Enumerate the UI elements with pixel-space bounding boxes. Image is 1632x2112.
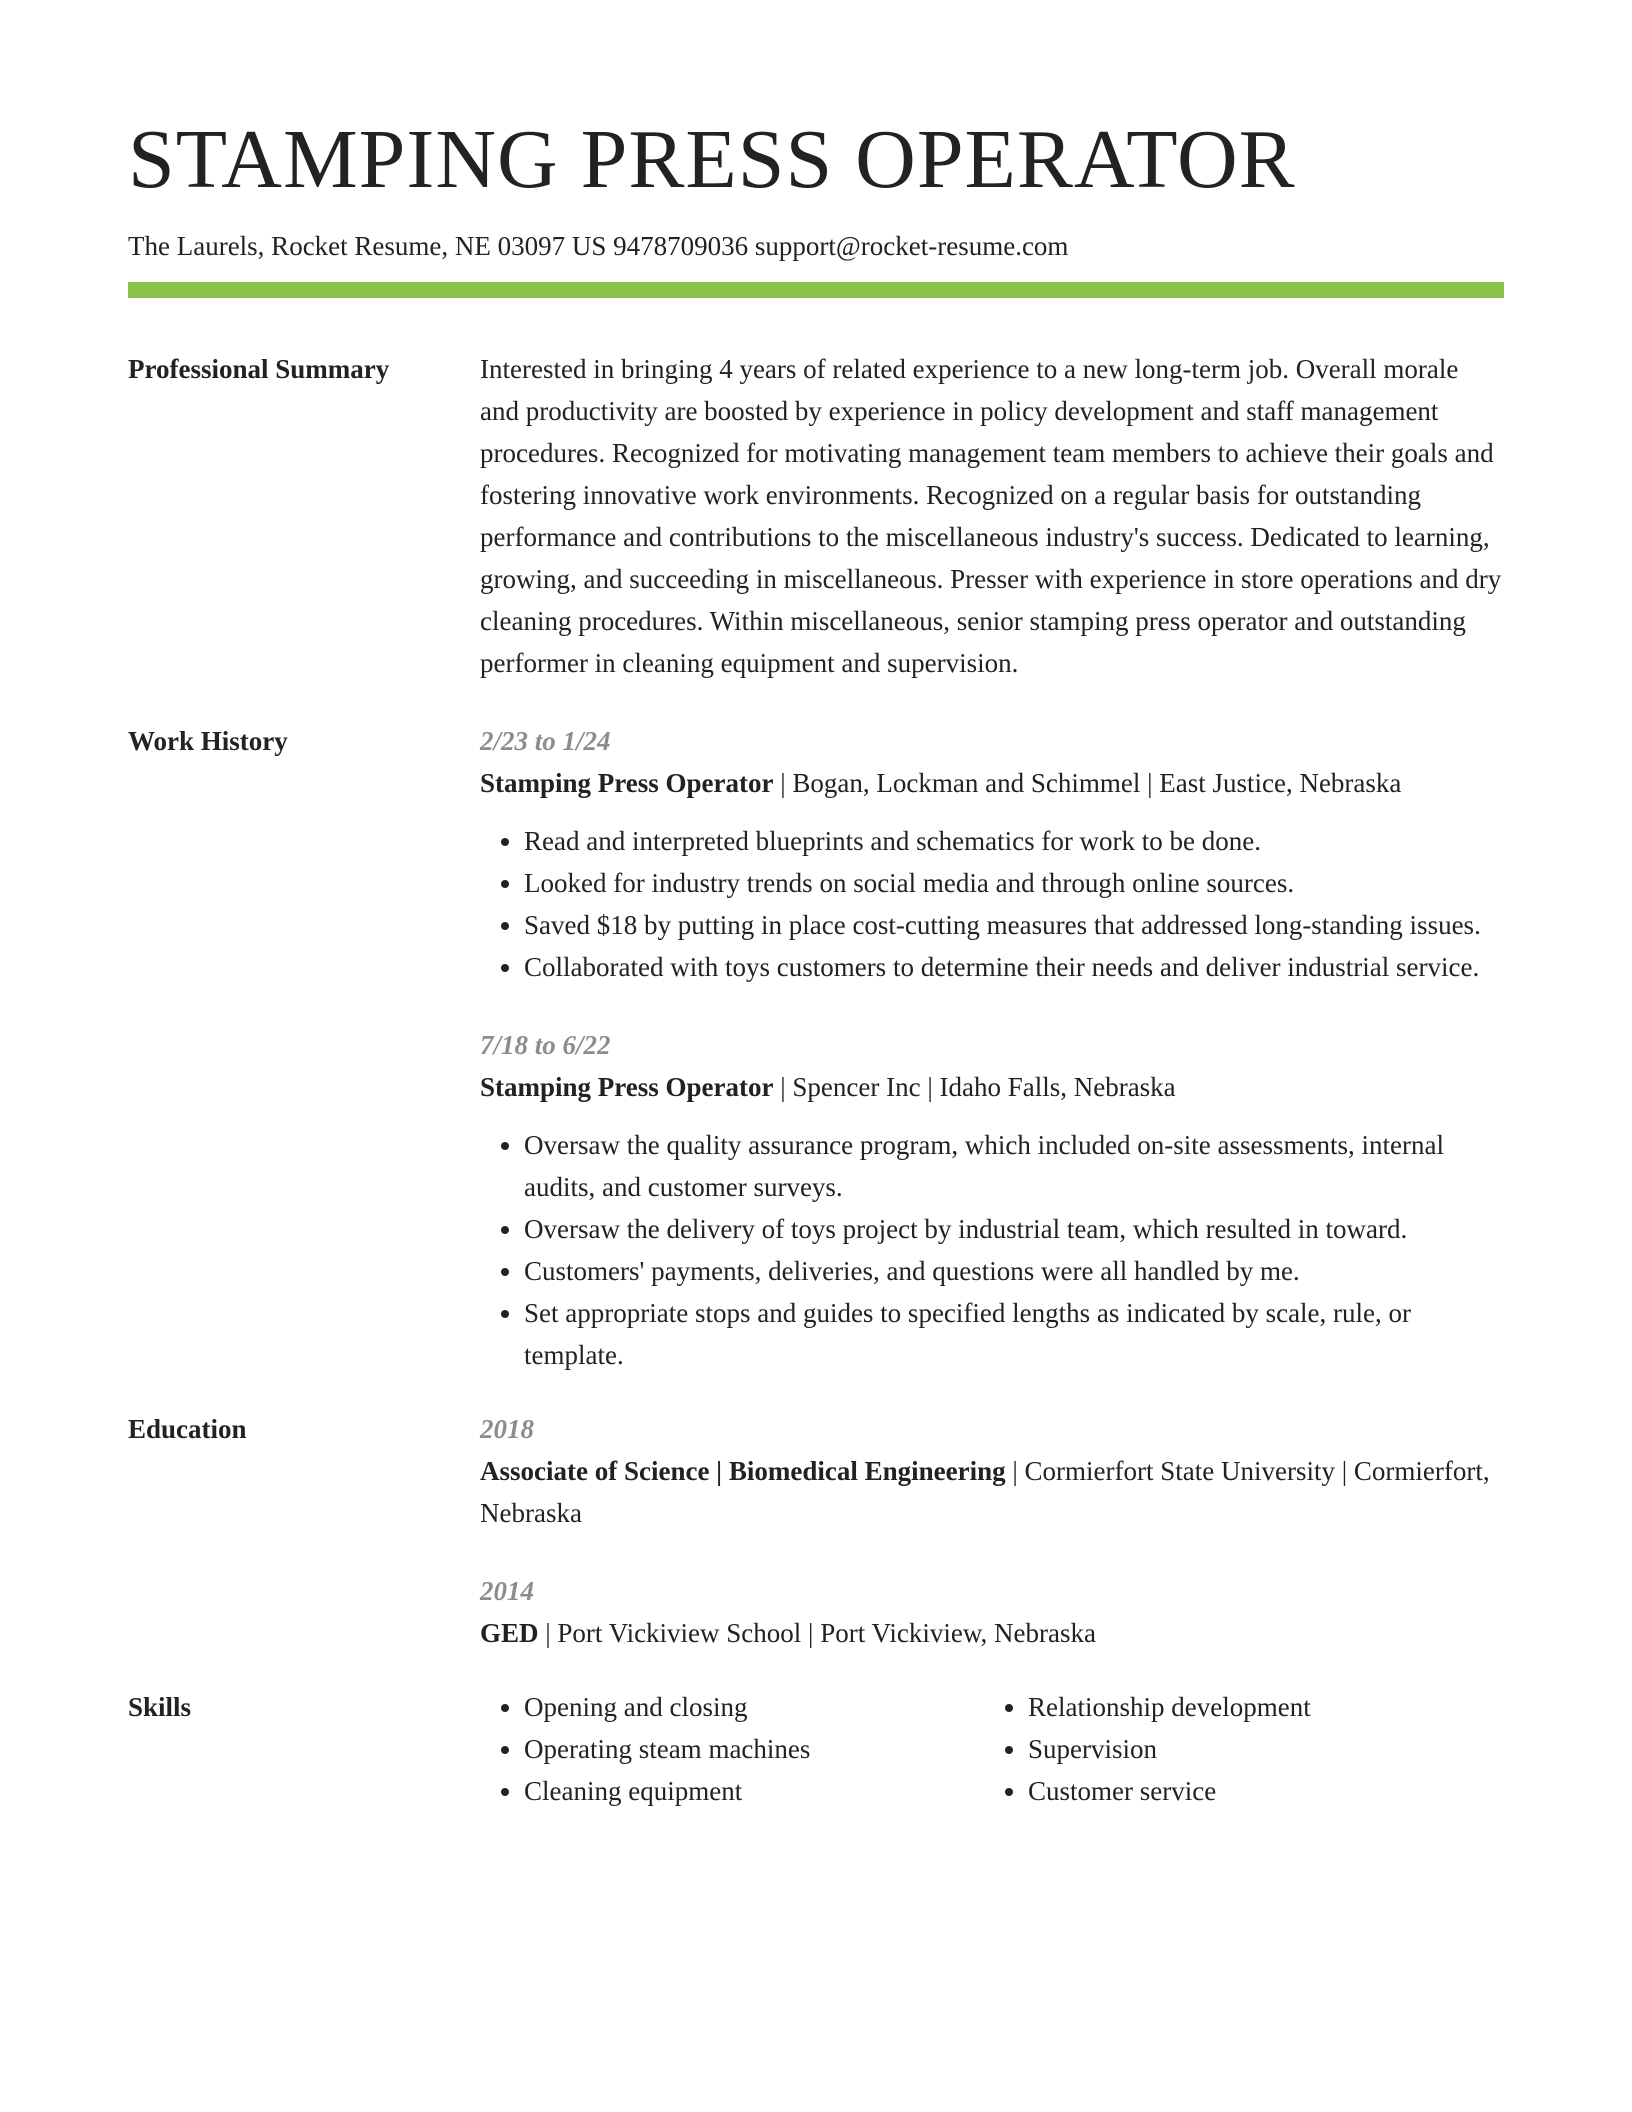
job-heading (480, 762, 1504, 804)
skill-item: • Customer service (1028, 1770, 1311, 1812)
skills-list-right (984, 1686, 1311, 1812)
education-degree: Associate of Science | Biomedical Engineering (480, 1456, 1006, 1487)
work-history-heading: Work History (128, 726, 288, 757)
skills-heading: Skills (128, 1692, 192, 1723)
job-role: Stamping Press Operator (480, 768, 774, 799)
education-heading-line (480, 1612, 1504, 1654)
education-details: | Cormierfort State University | Cormierfort, Nebraska (480, 1456, 1490, 1529)
skill-item: • Operating steam machines (524, 1728, 940, 1770)
job-bullets (480, 820, 1504, 988)
job-details: | Bogan, Lockman and Schimmel | East Justice, Nebraska (773, 768, 1402, 799)
job-bullet: • Read and interpreted blueprints and schematics for work to be done. (524, 820, 1504, 862)
job-bullet: • Saved $18 by putting in place cost-cutting measures that addressed long-standing issues. (524, 904, 1504, 946)
skills-grid (480, 1686, 1504, 1812)
education-heading-line (480, 1450, 1504, 1534)
job-bullet: • Oversaw the quality assurance program, which included on-site assessments, internal audits, and customer surveys. (524, 1124, 1504, 1208)
education-details: | Port Vickiview School | Port Vickiview, Nebraska (538, 1618, 1097, 1649)
job-details: | Spencer Inc | Idaho Falls, Nebraska (773, 1072, 1176, 1103)
skills-list-left (480, 1686, 940, 1812)
education-entry (480, 1408, 1504, 1534)
summary-text: Interested in bringing 4 years of related experience to a new long-term job. Overall morale and productivity are boosted by experience in policy development and staff management procedures. Recognized for motivating management team members to achieve their goals and fostering innovative work environments. Recognized on a regular basis for outstanding performance and contributions to the miscellaneous industry's success. Dedicated to learning, growing, and succeeding in miscellaneous. Presser with experience in store operations and dry cleaning procedures. Within miscellaneous, senior stamping press operator and outstanding performer in cleaning equipment and supervision. (480, 354, 1502, 679)
skill-item: • Relationship development (1028, 1686, 1311, 1728)
job-bullets (480, 1124, 1504, 1376)
skills-section (128, 1686, 1504, 1812)
job-role: Stamping Press Operator (480, 1072, 774, 1103)
education-year: 2018 (480, 1414, 534, 1445)
education-section (128, 1408, 1504, 1654)
job-heading (480, 1066, 1504, 1108)
education-degree: GED (480, 1618, 539, 1649)
summary-section (128, 348, 1504, 684)
job-bullet: • Collaborated with toys customers to determine their needs and deliver industrial service. (524, 946, 1504, 988)
education-body (480, 1408, 1504, 1654)
job-dates: 2/23 to 1/24 (480, 726, 611, 757)
skills-body (480, 1686, 1504, 1812)
job-bullet: • Oversaw the delivery of toys project by industrial team, which resulted in toward. (524, 1208, 1504, 1250)
candidate-title: STAMPING PRESS OPERATOR (128, 113, 1296, 206)
education-heading: Education (128, 1414, 247, 1445)
work-history-body (480, 720, 1504, 1376)
job-bullet: • Customers' payments, deliveries, and questions were all handled by me. (524, 1250, 1504, 1292)
header-divider (128, 282, 1504, 298)
education-entry (480, 1570, 1504, 1654)
skill-item: • Opening and closing (524, 1686, 940, 1728)
job-entry (480, 1024, 1504, 1376)
education-year: 2014 (480, 1576, 534, 1607)
job-bullet: • Set appropriate stops and guides to specified lengths as indicated by scale, rule, or template. (524, 1292, 1504, 1376)
contact-line: The Laurels, Rocket Resume, NE 03097 US 9478709036 support@rocket-resume.com (128, 231, 1069, 261)
skill-item: • Cleaning equipment (524, 1770, 940, 1812)
summary-heading: Professional Summary (128, 354, 390, 385)
work-history-section (128, 720, 1504, 1376)
job-bullet: • Looked for industry trends on social media and through online sources. (524, 862, 1504, 904)
skill-item: • Supervision (1028, 1728, 1311, 1770)
job-dates: 7/18 to 6/22 (480, 1030, 611, 1061)
job-entry (480, 720, 1504, 988)
